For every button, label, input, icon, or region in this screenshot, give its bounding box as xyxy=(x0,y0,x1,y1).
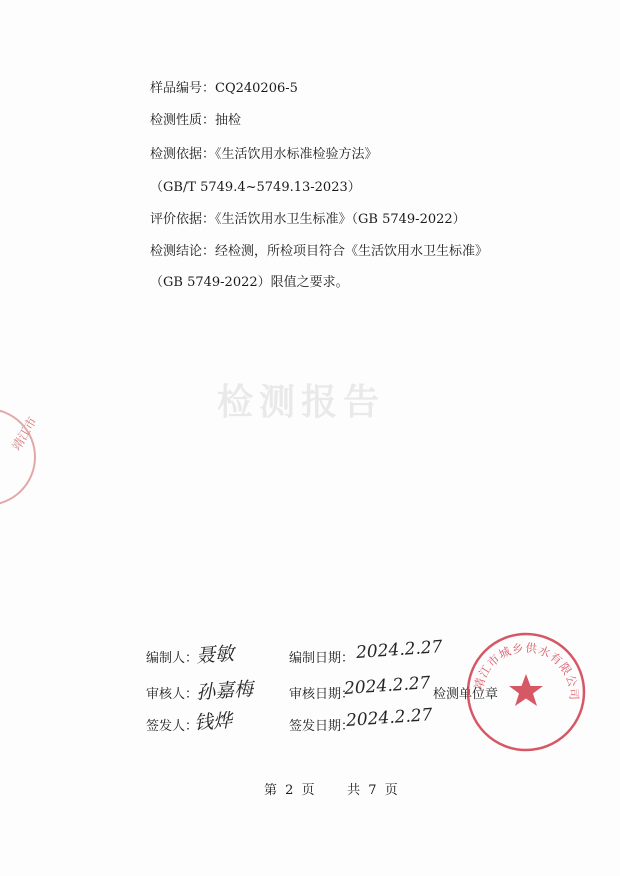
sample-number-label: 样品编号： xyxy=(150,81,216,96)
compile-date-label: 编制日期： xyxy=(289,651,355,666)
issuer-label: 签发人： xyxy=(146,719,199,734)
evaluation-basis-value: 《生活饮用水卫生标准》（GB 5749-2022） xyxy=(215,212,466,227)
test-basis-label: 检测依据： xyxy=(150,147,216,162)
page-number: 2 xyxy=(285,783,294,798)
page-footer xyxy=(264,779,398,798)
page-unit: 页 xyxy=(301,783,315,798)
official-seal xyxy=(464,630,588,754)
compiler-signature: 聂敏 xyxy=(195,642,235,668)
conclusion-value: 经检测，所检项目符合《生活饮用水卫生标准》 xyxy=(215,244,489,259)
sample-number-value: CQ240206-5 xyxy=(215,81,298,96)
total-pages: 7 xyxy=(368,783,377,798)
issue-date-handwritten: 2024.2.27 xyxy=(345,705,434,731)
conclusion-continuation: （GB 5749-2022）限值之要求。 xyxy=(150,275,349,290)
issuer-signature: 钱烨 xyxy=(193,709,233,735)
test-nature-value: 抽检 xyxy=(215,113,242,128)
test-nature-label: 检测性质： xyxy=(150,113,216,128)
review-date-label: 审核日期： xyxy=(289,687,355,702)
seal-star-icon xyxy=(509,674,543,706)
test-nature-line xyxy=(150,109,241,128)
conclusion-label: 检测结论： xyxy=(150,244,216,259)
total-unit: 页 xyxy=(384,783,398,798)
review-date-handwritten: 2024.2.27 xyxy=(343,673,432,699)
left-seal-text: 靖江市 xyxy=(9,414,40,453)
reviewer-label: 审核人： xyxy=(146,687,199,702)
background-watermark-title: 检测报告 xyxy=(217,382,386,423)
page-prefix: 第 xyxy=(264,783,278,798)
compiler-label: 编制人： xyxy=(146,651,199,666)
test-basis-continuation: （GB/T 5749.4~5749.13-2023） xyxy=(150,180,361,195)
issue-date-label: 签发日期： xyxy=(289,719,355,734)
reviewer-signature: 孙嘉梅 xyxy=(195,678,254,704)
test-basis-value: 《生活饮用水标准检验方法》 xyxy=(215,147,378,162)
seal-ring-text: 靖江市城乡供水有限公司 xyxy=(471,640,582,702)
conclusion-line xyxy=(150,240,488,259)
sample-number-line xyxy=(150,77,298,96)
evaluation-basis-label: 评价依据： xyxy=(150,212,216,227)
compile-date-handwritten: 2024.2.27 xyxy=(355,637,444,663)
test-basis-line xyxy=(150,143,378,162)
evaluation-basis-line xyxy=(150,208,466,227)
total-prefix: 共 xyxy=(347,783,361,798)
unit-seal-label: 检测单位章 xyxy=(433,687,499,702)
